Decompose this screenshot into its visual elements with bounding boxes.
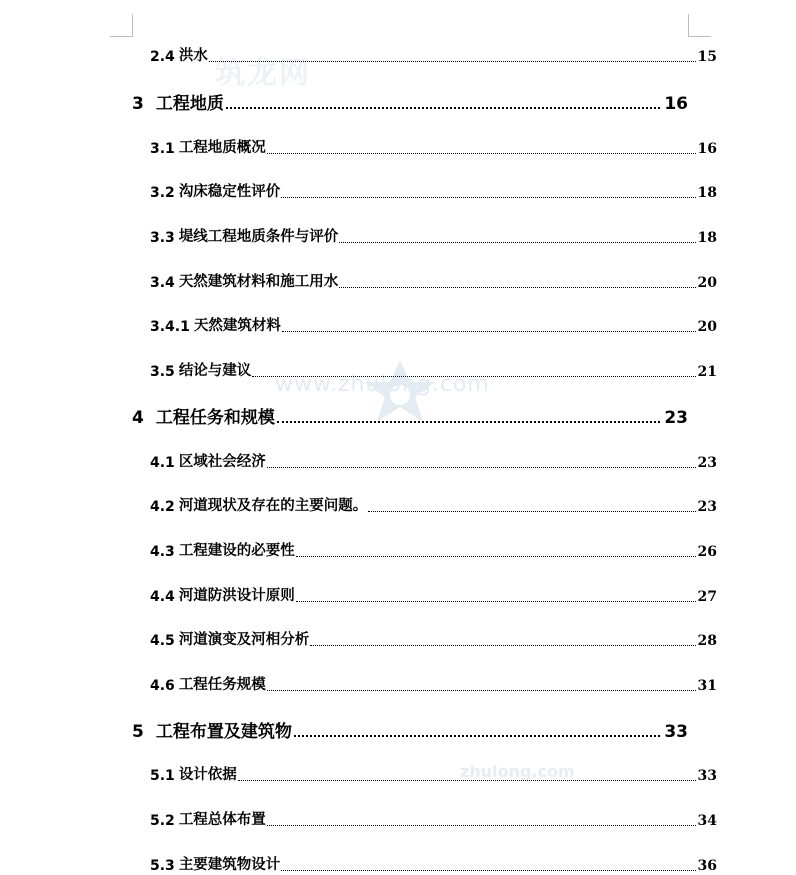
toc-entry-title: 工程总体布置 [178,811,266,828]
toc-entry[interactable] [150,631,717,649]
toc-entry[interactable] [150,183,717,201]
toc-entry-page-number: 33 [664,722,688,742]
toc-dot-leader [339,286,695,288]
toc-dot-leader [238,779,696,781]
toc-entry-title: 堤线工程地质条件与评价 [178,228,339,245]
toc-entry[interactable] [150,228,717,246]
toc-dot-leader [281,196,695,198]
toc-entry[interactable] [150,317,717,335]
toc-entry[interactable] [150,497,717,515]
watermark-middle: www.zhulong.com [275,372,490,397]
toc-entry-number: 4.1 [150,455,175,471]
toc-entry[interactable] [150,766,717,784]
toc-dot-leader [267,824,696,826]
toc-entry-page-number: 26 [697,544,717,560]
toc-entry-title: 区域社会经济 [178,453,266,470]
toc-entry-title: 工程布置及建筑物 [155,722,292,742]
toc-dot-leader [267,689,696,691]
toc-entry[interactable] [150,811,717,829]
toc-entry[interactable] [132,406,688,428]
toc-entry-title: 结论与建议 [178,362,252,379]
toc-dot-leader [368,510,695,512]
toc-entry[interactable] [150,139,717,157]
toc-entry-page-number: 21 [697,364,717,380]
toc-entry-title: 天然建筑材料和施工用水 [178,273,339,290]
toc-entry-number: 5.3 [150,858,175,874]
toc-entry-number: 3.4 [150,275,175,291]
toc-entry-number: 3.5 [150,364,175,380]
toc-entry-number: 4.4 [150,589,175,605]
toc-entry-page-number: 15 [697,49,717,65]
toc-entry-number: 3.4.1 [150,319,190,335]
toc-entry-title: 主要建筑物设计 [178,856,281,873]
toc-entry-number: 2.4 [150,49,175,65]
toc-entry-title: 沟床稳定性评价 [178,183,281,200]
margin-corner-top-left [110,14,133,37]
toc-dot-leader [252,375,695,377]
toc-entry-page-number: 20 [697,319,717,335]
toc-dot-leader [226,106,660,109]
toc-dot-leader [310,644,695,646]
toc-entry-title: 洪水 [178,47,208,64]
toc-entry-page-number: 33 [697,768,717,784]
toc-entry-page-number: 18 [697,230,717,246]
toc-entry-number: 3.3 [150,230,175,246]
toc-entry[interactable] [150,453,717,471]
toc-entry[interactable] [150,676,717,694]
margin-corner-top-right [688,14,711,37]
toc-dot-leader [267,152,696,154]
toc-entry-number: 5 [132,722,144,742]
watermark-bottom: zhulong.com [460,762,575,781]
toc-entry-title: 河道演变及河相分析 [178,631,310,648]
toc-entry-title: 工程地质概况 [178,139,266,156]
toc-entry-page-number: 23 [664,408,688,428]
toc-entry-title: 天然建筑材料 [193,317,281,334]
toc-entry-number: 4.3 [150,544,175,560]
toc-entry-title: 工程建设的必要性 [178,542,295,559]
toc-entry-page-number: 16 [664,94,688,114]
toc-entry-title: 工程地质 [155,94,224,114]
toc-entry[interactable] [150,47,717,65]
toc-entry-page-number: 36 [697,858,717,874]
toc-entry[interactable] [150,273,717,291]
toc-entry-number: 3.1 [150,141,175,157]
toc-entry-page-number: 23 [697,499,717,515]
toc-dot-leader [294,734,660,737]
toc-dot-leader [267,466,696,468]
toc-entry-title: 工程任务规模 [178,676,266,693]
toc-dot-leader [209,60,696,62]
toc-entry-title: 河道防洪设计原则 [178,587,295,604]
toc-entry-number: 4 [132,408,144,428]
toc-dot-leader [281,869,695,871]
toc-entry-page-number: 27 [697,589,717,605]
toc-entry[interactable] [150,587,717,605]
toc-entry-page-number: 34 [697,813,717,829]
watermark-top: 筑龙网 [215,56,311,91]
toc-entry[interactable] [132,720,688,742]
toc-entry-page-number: 16 [697,141,717,157]
toc-entry-title: 工程任务和规模 [155,408,275,428]
toc-dot-leader [339,241,695,243]
toc-entry-number: 5.2 [150,813,175,829]
toc-entry-title: 设计依据 [178,766,237,783]
toc-entry-page-number: 28 [697,633,717,649]
toc-entry[interactable] [132,92,688,114]
toc-entry-title: 河道现状及存在的主要问题。 [178,497,368,514]
toc-dot-leader [277,420,660,423]
toc-entry-number: 3 [132,94,144,114]
toc-entry[interactable] [150,542,717,560]
toc-entry-number: 3.2 [150,185,175,201]
toc-entry-page-number: 20 [697,275,717,291]
toc-entry-number: 4.5 [150,633,175,649]
toc-entry-page-number: 23 [697,455,717,471]
toc-dot-leader [296,555,696,557]
toc-entry[interactable] [150,362,717,380]
toc-entry-page-number: 18 [697,185,717,201]
toc-entry-page-number: 31 [697,678,717,694]
toc-entry-number: 4.2 [150,499,175,515]
toc-entry[interactable] [150,856,717,874]
toc-entry-number: 5.1 [150,768,175,784]
toc-dot-leader [282,330,696,332]
toc-entry-number: 4.6 [150,678,175,694]
toc-dot-leader [296,600,696,602]
